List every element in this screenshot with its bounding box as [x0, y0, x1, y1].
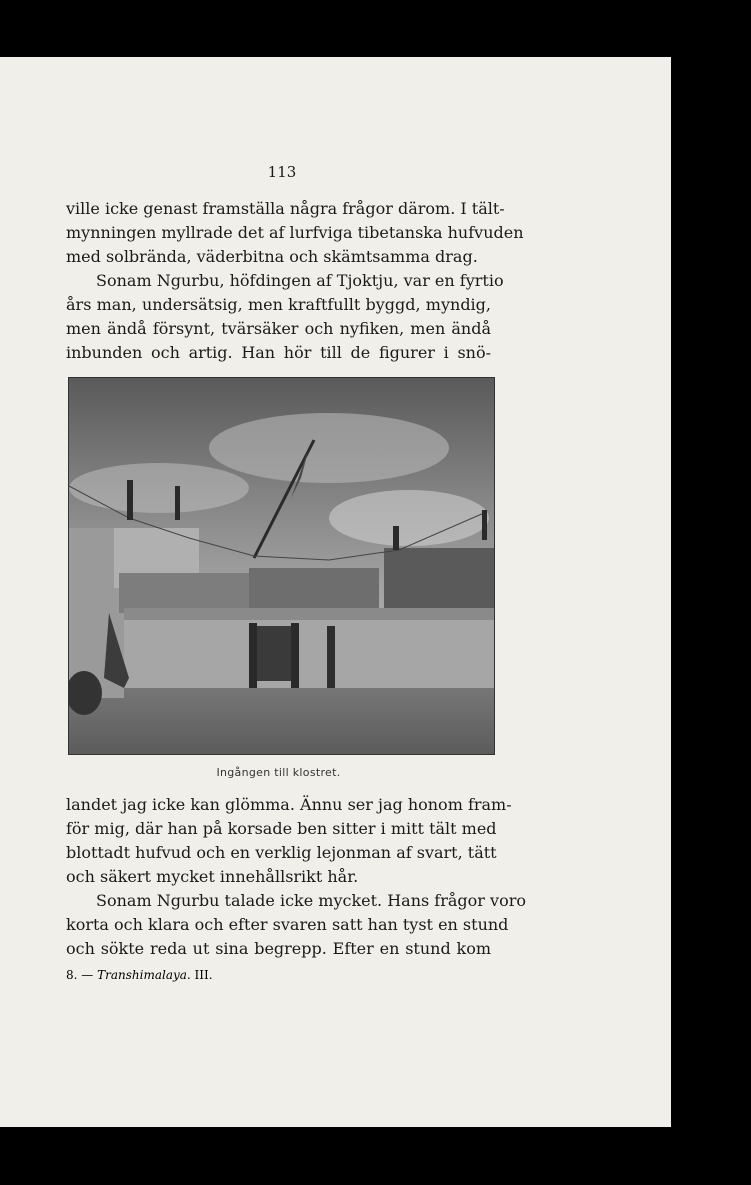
signature-mark: 8. —: [66, 968, 94, 982]
paragraph-2: [66, 269, 504, 365]
text-line: men ändå försynt, tvärsäker och nyfiken, men ändå: [66, 319, 491, 338]
monastery-entrance-photo: [68, 377, 495, 755]
text-line: inbunden och artig. Han hör till de figurer i snö-: [66, 343, 491, 362]
paragraph-3: [66, 793, 512, 889]
page-number: 113: [267, 163, 297, 181]
text-line: med solbrända, väderbitna och skämtsamma drag.: [66, 247, 478, 266]
text-line: landet jag icke kan glömma. Ännu ser jag honom fram-: [66, 795, 512, 814]
text-line: ville icke genast framställa några frågor därom. I tält-: [66, 199, 505, 218]
page-footer: [66, 968, 213, 982]
text-line: för mig, där han på korsade ben sitter i mitt tält med: [66, 819, 497, 838]
text-line: Sonam Ngurbu talade icke mycket. Hans frågor voro: [96, 891, 526, 910]
book-title: Transhimalaya.: [97, 968, 191, 982]
text-line: korta och klara och efter svaren satt han tyst en stund: [66, 915, 509, 934]
text-line: mynningen myllrade det af lurfviga tibetanska hufvuden: [66, 223, 524, 242]
text-line: Sonam Ngurbu, höfdingen af Tjoktju, var en fyrtio: [96, 271, 504, 290]
book-page: [0, 57, 671, 1127]
text-line: års man, undersätsig, men kraftfullt byggd, myndig,: [66, 295, 491, 314]
volume-number: III.: [194, 968, 213, 982]
text-line: och säkert mycket innehållsrikt hår.: [66, 867, 359, 886]
text-line: blottadt hufvud och en verklig lejonman af svart, tätt: [66, 843, 497, 862]
paragraph-4: [66, 889, 526, 961]
text-line: och sökte reda ut sina begrepp. Efter en stund kom: [66, 939, 491, 958]
paragraph-1: [66, 197, 524, 269]
photo-caption: Ingången till klostret.: [216, 766, 341, 779]
